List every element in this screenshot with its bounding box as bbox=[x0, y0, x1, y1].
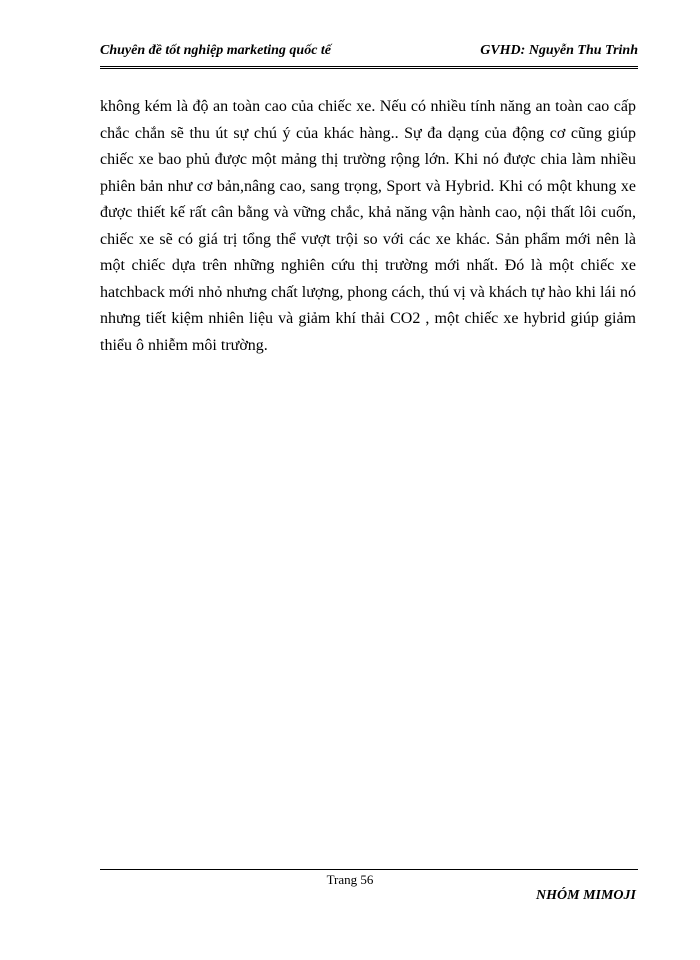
page-header bbox=[100, 40, 638, 69]
header-title: Chuyên đề tốt nghiệp marketing quốc tế bbox=[100, 43, 332, 58]
page-number: Trang 56 bbox=[326, 872, 374, 887]
header-advisor: GVHD: Nguyễn Thu Trinh bbox=[480, 43, 638, 58]
group-name: NHÓM MIMOJI bbox=[536, 888, 636, 903]
body-paragraph: không kém là độ an toàn cao của chiếc xe. Nếu có nhiều tính năng an toàn cao cấp chắc chắn sẽ thu út sự chú ý của khác hàng.. Sự đa dạng của động cơ cũng giúp chiếc xe bao phủ được một mảng thị trường rộng lớn. Khi nó được chia làm nhiều phiên bản như cơ bản,nâng cao, sang trọng, Sport và Hybrid. Khi có một khung xe được thiết kế rất cân bằng và vững chắc, khả năng vận hành cao, nội thất lôi cuốn, chiếc xe sẽ có giá trị tổng thể vượt trội so với các xe khác. Sản phẩm mới nên là một chiếc dựa trên những nghiên cứu thị trường mới nhất. Đó là một chiếc xe hatchback mới nhỏ nhưng chất lượng, phong cách, thú vị và khách tự hào khi lái nó nhưng tiết kiệm nhiên liệu và giảm khí thải CO2 , một chiếc xe hybrid giúp giảm thiểu ô nhiễm môi trường. bbox=[100, 98, 636, 354]
footer-divider bbox=[100, 869, 638, 870]
